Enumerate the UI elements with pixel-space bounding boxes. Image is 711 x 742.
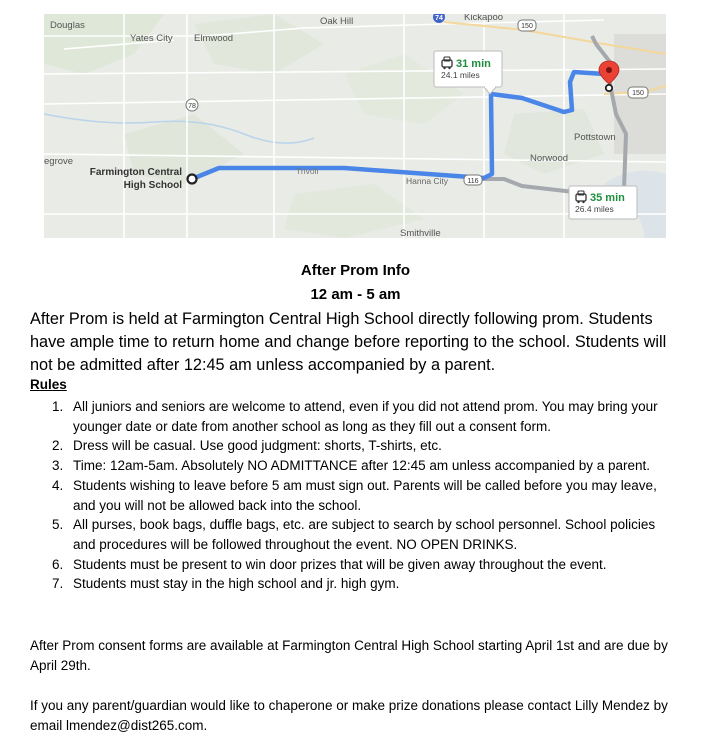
rules-list bbox=[30, 397, 680, 594]
rule-text: Students must be present to win door prizes that will be given away throughout the event. bbox=[73, 556, 607, 572]
consent-paragraph: After Prom consent forms are available at Farmington Central High School starting April 1st and are due by April 29th. bbox=[30, 638, 668, 673]
svg-text:74: 74 bbox=[435, 15, 443, 22]
rule-text: Dress will be casual. Use good judgment: shorts, T-shirts, etc. bbox=[73, 438, 442, 454]
place-label-hanna-city: Hanna City bbox=[406, 176, 449, 186]
route-78-shield bbox=[186, 99, 198, 111]
rule-item bbox=[30, 436, 680, 456]
rule-item bbox=[30, 456, 680, 476]
route-150-shield bbox=[518, 20, 536, 31]
rule-text: Time: 12am-5am. Absolutely NO ADMITTANCE after 12:45 am unless accompanied by a parent. bbox=[73, 458, 650, 474]
route-116-shield bbox=[464, 175, 482, 185]
origin-label: Farmington Central bbox=[89, 167, 182, 178]
rule-text: Students wishing to leave before 5 am must sign out. Parents will be called before you may leave, and you will not be allowed back into the school. bbox=[73, 477, 657, 513]
rule-text: All purses, book bags, duffle bags, etc. are subject to search by school personnel. School policies and procedures will be followed throughout the event. NO OPEN DRINKS. bbox=[73, 517, 656, 552]
page-title: After Prom Info bbox=[300, 262, 411, 279]
origin-label: High School bbox=[123, 180, 182, 191]
rule-item bbox=[30, 397, 680, 436]
rule-number: 4. bbox=[52, 477, 64, 493]
place-label-elmwood: Elmwood bbox=[194, 33, 234, 44]
place-label-yates-city: Yates City bbox=[130, 33, 173, 44]
place-label-smithville: Smithville bbox=[400, 228, 441, 238]
rule-item bbox=[30, 574, 680, 594]
route-map[interactable] bbox=[44, 14, 666, 238]
rule-text: All juniors and seniors are welcome to attend, even if you did not attend prom. You may bring your younger date or date from another school as long as they fill out a consent form. bbox=[73, 399, 658, 434]
rule-text: Students must stay in the high school and jr. high gym. bbox=[73, 576, 400, 592]
place-label-oak-hill: Oak Hill bbox=[320, 16, 354, 27]
svg-text:150: 150 bbox=[521, 23, 533, 30]
rule-item bbox=[30, 515, 680, 554]
rule-number: 3. bbox=[52, 458, 64, 474]
place-label-trivoli: Trivoli bbox=[296, 166, 319, 176]
svg-text:78: 78 bbox=[188, 103, 196, 110]
rule-number: 5. bbox=[52, 517, 64, 533]
rule-item bbox=[30, 476, 680, 515]
place-label-pottstown: Pottstown bbox=[574, 132, 616, 143]
alternate-route-info[interactable] bbox=[569, 186, 637, 219]
rule-number: 2. bbox=[52, 438, 64, 454]
rule-item bbox=[30, 555, 680, 575]
svg-text:116: 116 bbox=[467, 178, 479, 185]
primary-route-time: 31 min bbox=[456, 58, 491, 70]
route-150-shield bbox=[628, 87, 648, 98]
primary-route-distance: 24.1 miles bbox=[441, 70, 480, 80]
place-label-norwood: Norwood bbox=[530, 153, 569, 164]
contact-paragraph: If you any parent/guardian would like to chaperone or make prize donations please contact Lilly Mendez by email lmendez@dist265.com. bbox=[30, 698, 668, 733]
event-hours: 12 am - 5 am bbox=[310, 286, 401, 303]
svg-text:150: 150 bbox=[632, 90, 644, 97]
place-label-kickapoo: Kickapoo bbox=[464, 14, 504, 23]
intro-paragraph: After Prom is held at Farmington Central High School directly following prom. Students have ample time to return home and change before reporting to the school. Students will not be admitted after 12:45 am unless accompanied by a parent. bbox=[30, 310, 667, 374]
place-label-douglas: Douglas bbox=[50, 20, 85, 31]
rule-number: 7. bbox=[52, 576, 64, 592]
rule-number: 1. bbox=[52, 399, 64, 414]
origin-marker[interactable] bbox=[188, 175, 197, 184]
rules-heading: Rules bbox=[30, 377, 67, 392]
rule-number: 6. bbox=[52, 556, 64, 572]
alternate-route-distance: 26.4 miles bbox=[575, 204, 614, 214]
place-label-egrove: egrove bbox=[44, 156, 74, 167]
alternate-route-time: 35 min bbox=[590, 192, 625, 204]
